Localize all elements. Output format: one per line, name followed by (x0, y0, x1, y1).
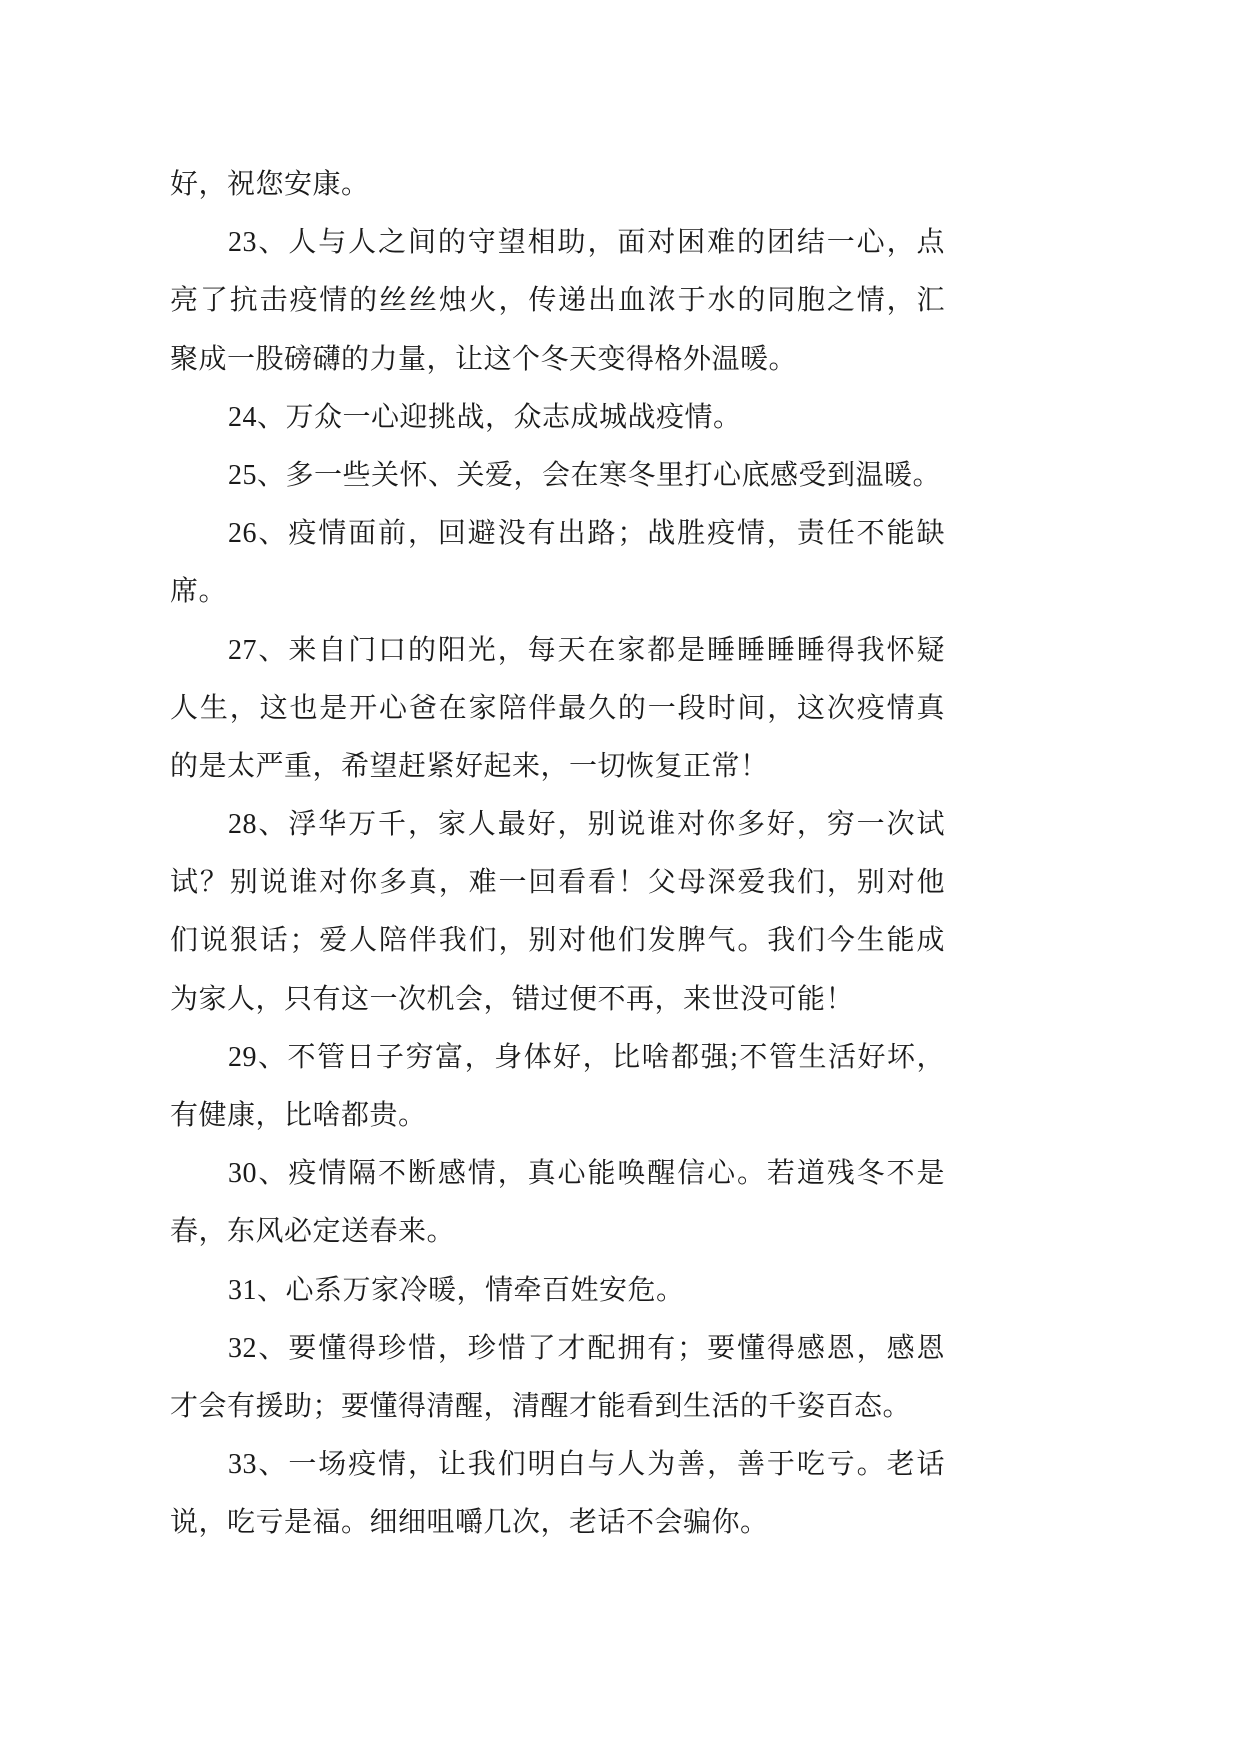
paragraph-item-26 (170, 505, 945, 621)
paragraph-line: 有健康，比啥都贵。 (170, 1100, 427, 1131)
paragraph-line: 人生，这也是开心爸在家陪伴最久的一段时间，这次疫情真 (170, 692, 945, 724)
paragraph-line: 亮了抗击疫情的丝丝烛火，传递出血浓于水的同胞之情，汇 (170, 285, 945, 317)
paragraph-line: 24、万众一心迎挑战，众志成城战疫情。 (228, 401, 742, 433)
paragraph-item-28 (170, 796, 945, 1029)
paragraph-line: 聚成一股磅礴的力量，让这个冬天变得格外温暖。 (170, 343, 798, 375)
paragraph-continuation (170, 156, 945, 214)
paragraph-line: 席。 (170, 576, 228, 608)
paragraph-line: 25、多一些关怀、关爱，会在寒冬里打心底感受到温暖。 (228, 459, 942, 491)
paragraph-item-29 (170, 1029, 945, 1145)
paragraph-item-23 (170, 214, 945, 389)
paragraph-line: 28、浮华万千，家人最好，别说谁对你多好，穷一次试 (228, 809, 945, 841)
paragraph-item-31 (170, 1262, 945, 1320)
paragraph-line: 29、不管日子穷富，身体好，比啥都强;不管生活好坏， (228, 1041, 945, 1073)
paragraph-line: 23、人与人之间的守望相助，面对困难的团结一心，点 (228, 227, 945, 259)
paragraph-item-25 (170, 447, 945, 505)
paragraph-line: 春，东风必定送春来。 (170, 1216, 456, 1248)
paragraph-line: 试？别说谁对你多真，难一回看看！父母深爱我们，别对他 (170, 867, 945, 899)
paragraph-item-27 (170, 622, 945, 797)
paragraph-line: 32、要懂得珍惜，珍惜了才配拥有；要懂得感恩，感恩 (228, 1332, 945, 1364)
paragraph-item-33 (170, 1436, 945, 1552)
paragraph-item-30 (170, 1145, 945, 1261)
document-body (170, 156, 945, 1553)
paragraph-line: 为家人，只有这一次机会，错过便不再，来世没可能！ (170, 983, 855, 1015)
paragraph-line: 们说狠话；爱人陪伴我们，别对他们发脾气。我们今生能成 (170, 925, 945, 957)
paragraph-line: 说，吃亏是福。细细咀嚼几次，老话不会骗你。 (170, 1507, 769, 1539)
paragraph-line: 好，祝您安康。 (170, 169, 370, 200)
paragraph-line: 33、一场疫情，让我们明白与人为善，善于吃亏。老话 (228, 1449, 945, 1481)
paragraph-line: 26、疫情面前，回避没有出路；战胜疫情，责任不能缺 (228, 518, 945, 550)
paragraph-line: 的是太严重，希望赶紧好起来，一切恢复正常！ (170, 750, 769, 782)
paragraph-item-24 (170, 389, 945, 447)
paragraph-item-32 (170, 1320, 945, 1436)
paragraph-line: 才会有援助；要懂得清醒，清醒才能看到生活的千姿百态。 (170, 1390, 912, 1422)
paragraph-line: 27、来自门口的阳光，每天在家都是睡睡睡睡得我怀疑 (228, 634, 945, 666)
paragraph-line: 31、心系万家冷暖，情牵百姓安危。 (228, 1274, 685, 1306)
paragraph-line: 30、疫情隔不断感情，真心能唤醒信心。若道残冬不是 (228, 1158, 945, 1190)
